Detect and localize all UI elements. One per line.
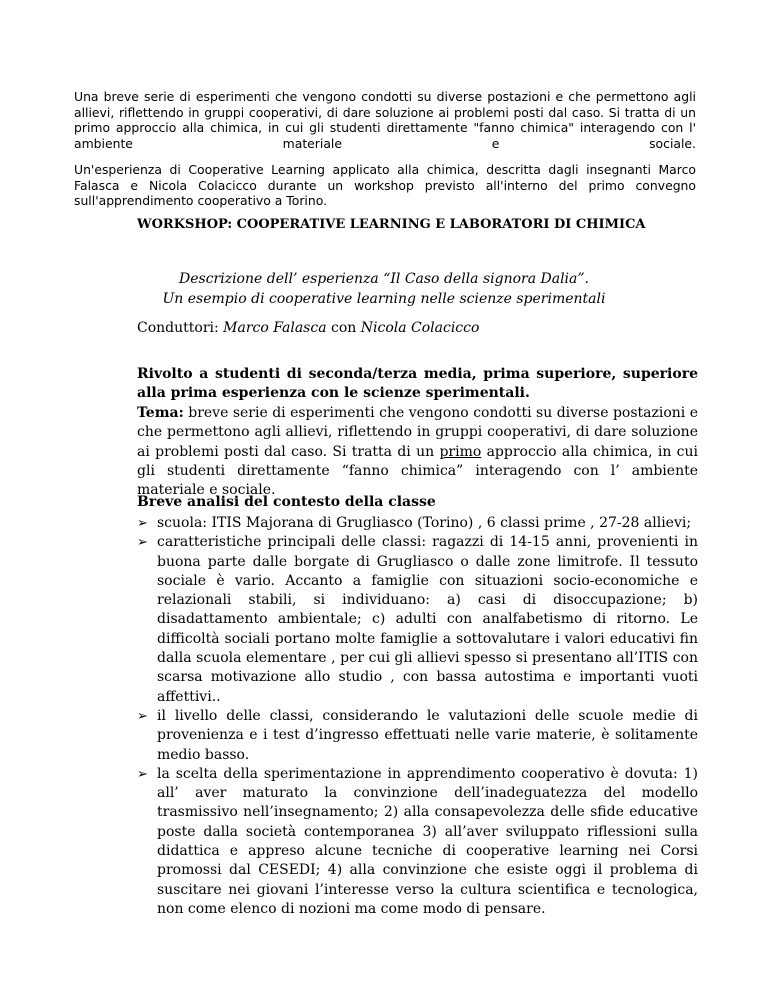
list-item-text: la scelta della sperimentazione in apprendimento cooperativo è dovuta: 1) all’ aver maturato la convinzione dell’inadeguatezza del modello trasmissivo nell’insegnamento; 2) alla consapevolezza delle sfide educative poste dalla società contemporanea 3) all’aver sviluppato riflessioni sulla didattica e appreso alcune tecniche di cooperative learning nei Corsi promossi dal CESEDI; 4) alla convinzione che esiste oggi il problema di suscitare nei giovani l’interesse verso la cultura scientifica e tecnologica, non come elenco di nozioni ma come modo di pensare. bbox=[157, 765, 698, 917]
theme-paragraph bbox=[137, 404, 698, 500]
list-item bbox=[137, 514, 698, 533]
analysis-heading: Breve analisi del contesto della classe bbox=[137, 494, 436, 510]
list-item bbox=[137, 707, 698, 765]
arrow-bullet-icon: ➢ bbox=[137, 535, 148, 551]
theme-text-after: approccio alla chimica, in cui gli studenti direttamente “fanno chimica” interagendo con l’ ambiente materiale e sociale. bbox=[137, 443, 699, 499]
conductors-label: Conduttori: bbox=[137, 320, 224, 336]
conductor-name-1: Marco Falasca bbox=[223, 320, 327, 336]
intro-paragraph-1: Una breve serie di esperimenti che vengono condotti su diverse postazioni e che permettono agli allievi, riflettendo in gruppi cooperativi, di dare soluzione ai problemi posti dal caso. Si tratta di un primo approccio alla chimica, in cui gli studenti direttamente "fanno chimica" interagendo con l' ambiente materiale e sociale. bbox=[74, 89, 696, 151]
arrow-bullet-icon: ➢ bbox=[137, 516, 148, 531]
conductor-name-2: Nicola Colacicco bbox=[360, 320, 480, 336]
theme-underlined-word: primo bbox=[439, 443, 482, 460]
list-item bbox=[137, 533, 698, 707]
description-line-2: Un esempio di cooperative learning nelle scienze sperimentali bbox=[162, 291, 606, 307]
intro-paragraph-2: Un'esperienza di Cooperative Learning applicato alla chimica, descritta dagli insegnanti Marco Falasca e Nicola Colacicco durante un workshop previsto all'interno del primo convegno sull'apprendimento cooperativo a Torino. bbox=[74, 162, 696, 209]
conductors-line bbox=[137, 320, 479, 336]
list-item-text: scuola: ITIS Majorana di Grugliasco (Torino) , 6 classi prime , 27-28 allievi; bbox=[157, 515, 692, 531]
list-item bbox=[137, 765, 698, 919]
conductors-connector: con bbox=[326, 320, 361, 336]
theme-text-before: breve serie di esperimenti che vengono condotti su diverse postazioni e che permettono agli allievi, riflettendo in gruppi cooperativi, di dare soluzione ai problemi posti dal caso. Si tratta di un bbox=[137, 405, 699, 460]
list-item-text: caratteristiche principali delle classi: ragazzi di 14-15 anni, provenienti in buona parte dalle borgate di Grugliasco o dalle zone limitrofe. Il tessuto sociale è vario. Accanto a famiglie con situazioni socio-economiche e relazionali stabili, si individuano: a) casi di disoccupazione; b) disadattamento ambientale; c) adulti con analfabetismo di ritorno. Le difficoltà sociali portano molte famiglie a sottovalutare i valori educativi fin dalla scuola elementare , per cui gli allievi spesso si presentano all’ITIS con scarsa motivazione allo studio , con bassa autostima e importanti vuoti affettivi.. bbox=[157, 534, 698, 705]
analysis-list bbox=[137, 514, 698, 919]
theme-label: Tema: bbox=[137, 405, 184, 421]
workshop-title: WORKSHOP: COOPERATIVE LEARNING E LABORATORI DI CHIMICA bbox=[137, 217, 646, 232]
arrow-bullet-icon: ➢ bbox=[137, 708, 148, 724]
arrow-bullet-icon: ➢ bbox=[137, 766, 148, 782]
experience-description bbox=[0, 269, 768, 309]
description-line-1: Descrizione dell’ esperienza “Il Caso della signora Dalia”. bbox=[179, 271, 589, 287]
target-audience: Rivolto a studenti di seconda/terza media, prima superiore, superiore alla prima esperienza con le scienze sperimentali. bbox=[137, 366, 698, 402]
list-item-text: il livello delle classi, considerando le valutazioni delle scuole medie di provenienza e i test d’ingresso effettuati nelle varie materie, è solitamente medio basso. bbox=[157, 707, 698, 763]
